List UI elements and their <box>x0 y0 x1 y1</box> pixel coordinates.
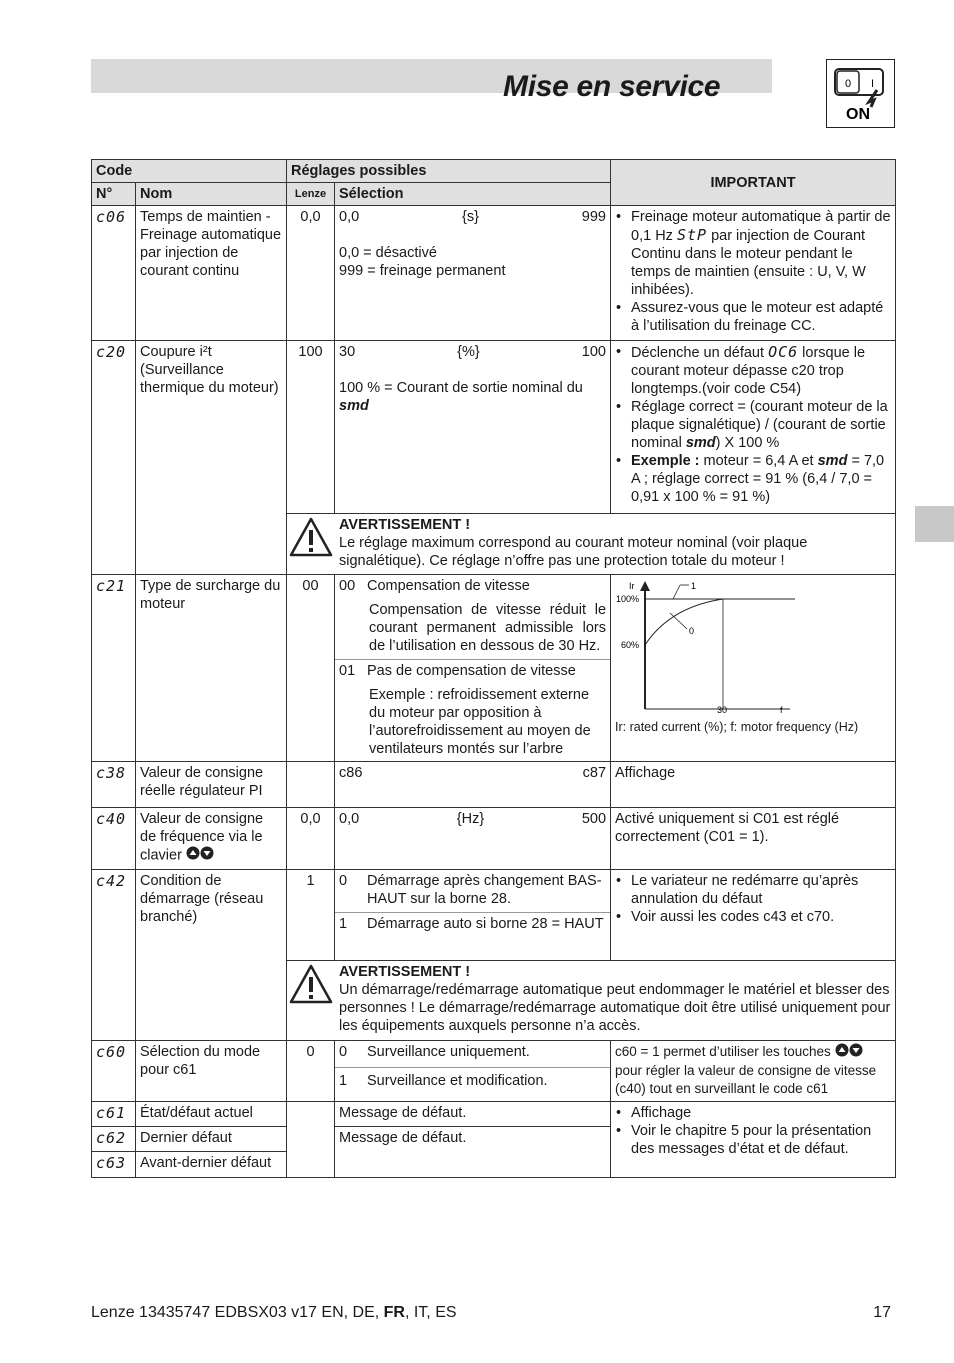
important-cell <box>611 575 896 762</box>
table-row <box>92 575 896 762</box>
chapter-tab <box>915 506 954 542</box>
code-cell: c60 <box>92 1041 136 1102</box>
parameter-table <box>91 159 896 1178</box>
header-lenze: Lenze <box>287 183 335 206</box>
selection-cell: 0,0 {s} 999 0,0 = désactivé 999 = freinage permanent <box>335 206 611 341</box>
header-important: IMPORTANT <box>611 160 896 206</box>
name-cell: Coupure i²t (Surveillance thermique du moteur) <box>136 341 287 575</box>
name-cell: Dernier défaut <box>136 1127 287 1152</box>
name-cell: Temps de maintien - Freinage automatique par injection de courant continu <box>136 206 287 341</box>
table-row <box>92 1102 896 1127</box>
important-cell: Activé uniquement si C01 est réglé correctement (C01 = 1). <box>611 808 896 870</box>
up-down-keys-icon <box>186 846 214 865</box>
header-nom: Nom <box>136 183 287 206</box>
lenze-cell <box>287 1102 335 1178</box>
switch-1-label: I <box>871 78 875 90</box>
name-cell: Valeur de consigne réelle régulateur PI <box>136 762 287 808</box>
table-row <box>92 870 896 961</box>
header-code: Code <box>92 160 287 183</box>
name-cell: État/défaut actuel <box>136 1102 287 1127</box>
curve-1-label: 1 <box>691 581 697 591</box>
name-cell: Sélection du mode pour c61 <box>136 1041 287 1102</box>
lenze-cell: 0,0 <box>287 206 335 341</box>
y-label: Ir <box>629 581 635 591</box>
selection-cell: 0,0 {Hz} 500 <box>335 808 611 870</box>
name-cell: Valeur de consigne de fréquence via le clavier <box>136 808 287 870</box>
power-on-icon <box>826 59 895 128</box>
important-cell: Affichage <box>611 762 896 808</box>
lenze-cell <box>287 762 335 808</box>
header-selection: Sélection <box>335 183 611 206</box>
name-cell: Condition de démarrage (réseau branché) <box>136 870 287 1041</box>
selection-cell: 0 Démarrage après changement BAS-HAUT sur la borne 28. 1 Démarrage auto si borne 28 = HAUT <box>335 870 611 961</box>
code-cell: c61 <box>92 1102 136 1127</box>
y-axis-arrow <box>640 581 650 591</box>
table-row <box>92 808 896 870</box>
tick-60: 60% <box>621 640 640 650</box>
warning-title: AVERTISSEMENT ! <box>339 517 471 533</box>
tick-100: 100% <box>616 594 640 604</box>
header-no: N° <box>92 183 136 206</box>
page-title: Mise en service <box>503 70 721 103</box>
important-cell: • Affichage • Voir le chapitre 5 pour la présentation des messages d’état et de défaut. <box>611 1102 896 1178</box>
table-row <box>92 206 896 341</box>
graph-caption: Ir: rated current (%); f: motor frequency (Hz) <box>615 720 859 734</box>
switch-0-label: 0 <box>845 78 852 90</box>
selection-cell: Message de défaut. <box>335 1127 611 1178</box>
warning-icon <box>289 963 335 1010</box>
code-cell: c21 <box>92 575 136 762</box>
code-cell: c42 <box>92 870 136 1041</box>
warning-cell <box>287 961 896 1041</box>
code-cell: c20 <box>92 341 136 575</box>
table-row <box>92 341 896 514</box>
important-cell: • Freinage moteur automatique à partir de 0,1 Hz StP par injection de Courant Continu dans le moteur pendant le temps de maintien (ensuite : U, V, W inhibées). • Assurez-vous que le moteur est adapté à l’utilisation du freinage CC. <box>611 206 896 341</box>
lenze-cell: 1 <box>287 870 335 961</box>
on-label: ON <box>846 106 870 123</box>
selection-cell: 30 {%} 100 100 % = Courant de sortie nominal du smd <box>335 341 611 514</box>
warning-title: AVERTISSEMENT ! <box>339 964 471 980</box>
warning-text: Le réglage maximum correspond au courant moteur nominal (voir plaque signalétique). Ce réglage n’offre pas une protection totale du moteur ! <box>339 535 808 569</box>
code-cell: c38 <box>92 762 136 808</box>
important-cell: • Déclenche un défaut OC6 lorsque le courant moteur dépasse c20 trop longtemps.(voir code C54) • Réglage correct = (courant moteur de la plaque signalétique) / (courant de sortie nominal smd) X 100 % • Exemple : moteur = 6,4 A et smd = 7,0 A ; réglage correct = 91 % (6,4 / 7,0 = 0,91 x 100 % = 91 %) <box>611 341 896 514</box>
table-row <box>92 762 896 808</box>
name-cell: Type de surcharge du moteur <box>136 575 287 762</box>
footer-text: Lenze 13435747 EDBSX03 v17 EN, DE, FR, IT, ES <box>91 1304 457 1321</box>
lenze-cell: 100 <box>287 341 335 514</box>
selection-cell: 00 Compensation de vitesse Compensation de vitesse réduit le courant permanent admissible lors de l’utilisation en dessous de 30 Hz. 01 Pas de compensation de vitesse Exemple : refroidissement externe du moteur par opposition à l’autorefroidissement au moyen de ventilateurs montés sur l’arbre <box>335 575 611 762</box>
table-row <box>92 1041 896 1102</box>
x-label: f <box>780 705 783 715</box>
curve-0-label: 0 <box>689 626 695 636</box>
warning-cell <box>287 514 896 575</box>
lenze-cell: 00 <box>287 575 335 762</box>
warning-text: Un démarrage/redémarrage automatique peut endommager le matériel et blesser des personnes ! Le démarrage/redémarrage automatique doit être utilisé uniquement pour les équipements auxquels personne n’a accès. <box>339 982 891 1034</box>
curve-0 <box>645 599 723 645</box>
warning-icon <box>289 516 335 563</box>
name-cell: Avant-dernier défaut <box>136 1152 287 1178</box>
selection-cell: c86 c87 <box>335 762 611 808</box>
tick-30: 30 <box>717 705 728 715</box>
code-cell: c62 <box>92 1127 136 1152</box>
code-cell: c06 <box>92 206 136 341</box>
code-cell: c63 <box>92 1152 136 1178</box>
important-cell: • Le variateur ne redémarre qu’après annulation du défaut • Voir aussi les codes c43 et c70. <box>611 870 896 961</box>
header-reglages: Réglages possibles <box>287 160 611 183</box>
important-cell: c60 = 1 permet d’utiliser les touches pour régler la valeur de consigne de vitesse (c40) tout en surveillant le code c61 <box>611 1041 896 1102</box>
speed-compensation-graph <box>615 577 891 717</box>
selection-cell: 0 Surveillance uniquement. 1 Surveillance et modification. <box>335 1041 611 1102</box>
lenze-cell: 0,0 <box>287 808 335 870</box>
lenze-cell: 0 <box>287 1041 335 1102</box>
selection-cell: Message de défaut. <box>335 1102 611 1127</box>
page-number: 17 <box>873 1304 891 1321</box>
code-cell: c40 <box>92 808 136 870</box>
up-down-keys-icon <box>835 1043 863 1062</box>
